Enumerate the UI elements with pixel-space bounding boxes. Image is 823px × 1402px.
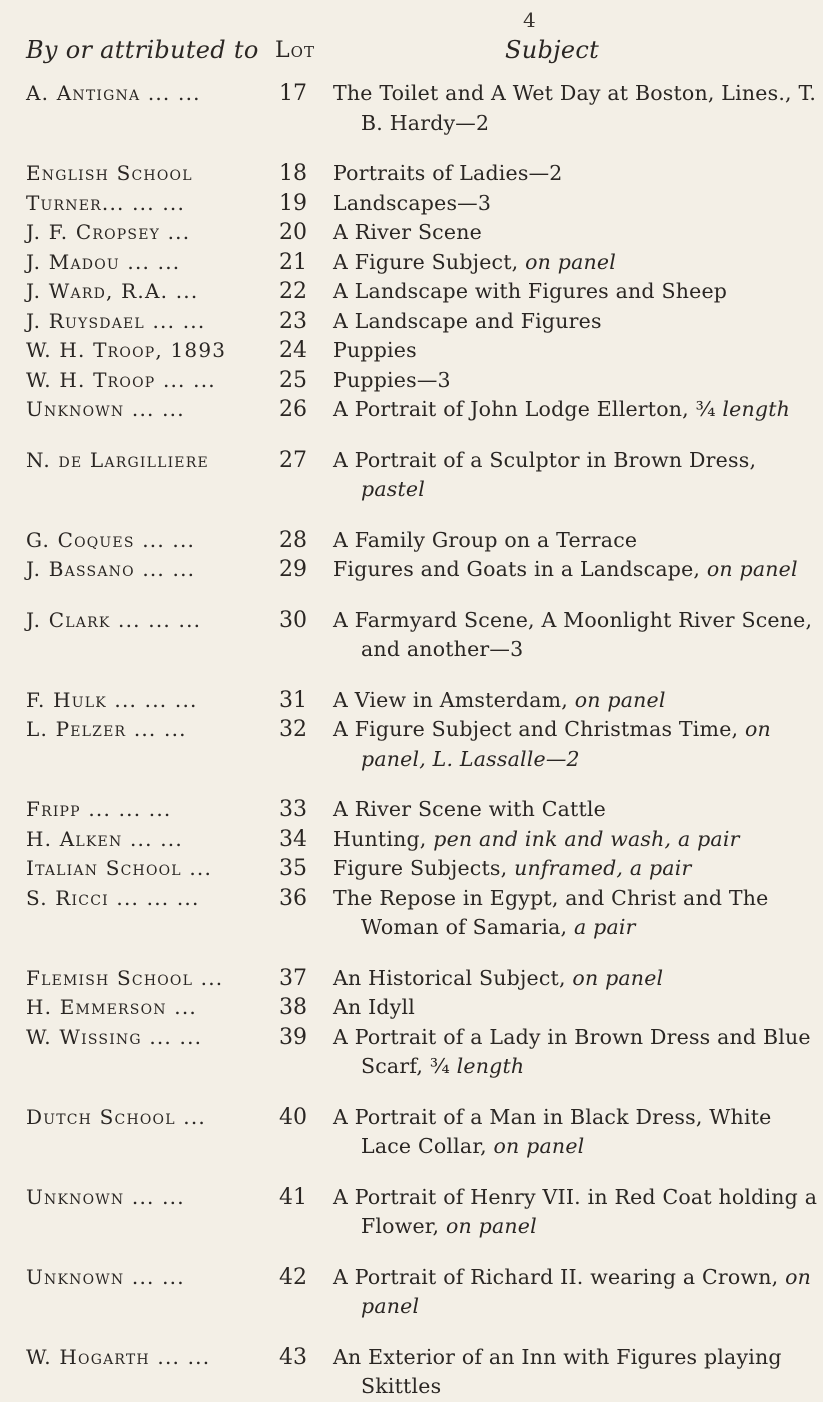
catalogue-entry xyxy=(0,686,801,716)
entry-subject-text: Figures and Goats in a Landscape, xyxy=(333,557,701,581)
catalogue-entry xyxy=(0,366,801,396)
entry-subject xyxy=(333,1183,823,1242)
catalogue-entry xyxy=(0,446,801,505)
entry-spacer xyxy=(0,1162,801,1183)
entry-subject-text: An Exterior of an Inn with Figures playing Skittles xyxy=(333,1344,782,1398)
entry-subject-note: pen and ink and wash, a pair xyxy=(433,826,740,851)
entry-subject-note: on panel xyxy=(361,1264,812,1318)
entry-lot-number: 22 xyxy=(279,279,307,304)
entry-lot-number: 30 xyxy=(279,607,307,633)
entry-artist: Unknown ... ... xyxy=(26,1264,185,1289)
entry-subject xyxy=(333,395,823,425)
entry-spacer xyxy=(0,138,801,159)
catalogue-entry xyxy=(0,606,813,665)
entry-subject-note: unframed, a pair xyxy=(514,856,692,880)
entry-artist: H. Emmerson ... xyxy=(26,995,197,1019)
entry-subject-text: A Figure Subject and Christmas Time, xyxy=(333,717,739,741)
catalogue-entry xyxy=(0,1103,801,1162)
entry-subject xyxy=(333,825,823,855)
entry-subject-text: A River Scene xyxy=(333,220,482,244)
entry-subject xyxy=(333,1343,823,1402)
catalogue-entry xyxy=(0,964,801,994)
entry-lot-number: 23 xyxy=(279,308,307,334)
entry-subject xyxy=(333,795,823,825)
column-header-row xyxy=(0,36,801,76)
entry-artist: W. H. Troop, 1893 xyxy=(26,338,227,362)
entry-subject-text: A Portrait of a Man in Black Dress, White Lace Collar, xyxy=(333,1104,772,1158)
entry-artist: S. Ricci ... ... ... xyxy=(26,885,200,910)
entry-subject-note: on panel xyxy=(706,557,798,581)
entry-subject-text: The Repose in Egypt, and Christ and The Woman of Samaria, xyxy=(333,885,769,939)
entry-subject xyxy=(333,1103,823,1162)
entry-lot-number: 35 xyxy=(279,856,307,881)
entry-lot-number: 41 xyxy=(279,1184,307,1210)
entry-lot-number: 31 xyxy=(279,687,307,713)
entry-lot-number: 18 xyxy=(279,161,307,186)
catalogue-entry xyxy=(0,336,801,366)
entry-subject xyxy=(333,159,823,189)
entry-spacer xyxy=(0,1082,801,1103)
entry-lot-number: 36 xyxy=(279,885,307,911)
entry-artist: Unknown ... ... xyxy=(26,1184,185,1209)
entry-subject-text: A Landscape and Figures xyxy=(333,308,602,333)
entry-artist: Dutch School ... xyxy=(26,1104,206,1129)
entry-spacer xyxy=(0,665,801,686)
catalogue-entry xyxy=(0,1023,811,1082)
entry-subject-text: An Historical Subject, xyxy=(333,965,566,990)
catalogue-entry xyxy=(0,218,801,248)
lot-column-header: Lot xyxy=(275,38,315,63)
entry-artist: N. de Largilliere xyxy=(26,447,209,472)
entry-subject xyxy=(333,555,823,585)
entry-subject-text: An Idyll xyxy=(333,995,416,1019)
catalogue-entry xyxy=(0,795,801,825)
entry-subject-text: Figure Subjects, xyxy=(333,856,508,880)
entry-artist: W. Hogarth ... ... xyxy=(26,1344,211,1369)
entry-subject-text: A Landscape with Figures and Sheep xyxy=(333,279,728,303)
entry-lot-number: 17 xyxy=(279,81,307,106)
catalogue-entry xyxy=(0,248,801,278)
entry-subject-text: A Portrait of Richard II. wearing a Crown, xyxy=(333,1264,779,1289)
entry-lot-number: 39 xyxy=(279,1024,307,1050)
entry-artist: W. H. Troop ... ... xyxy=(26,367,216,392)
entry-subject xyxy=(333,366,823,396)
subject-column-header: Subject xyxy=(505,36,600,64)
entry-lot-number: 37 xyxy=(279,965,307,991)
entry-lot-number: 21 xyxy=(279,249,307,275)
entry-subject xyxy=(333,854,823,884)
entry-subject xyxy=(333,446,823,505)
entry-artist: J. F. Cropsey ... xyxy=(26,220,191,244)
entry-artist: J. Clark ... ... ... xyxy=(26,607,202,632)
entry-lot-number: 28 xyxy=(279,527,307,553)
entry-subject-note: on panel xyxy=(493,1134,585,1158)
entry-artist: Fripp ... ... ... xyxy=(26,797,172,821)
entry-lot-number: 38 xyxy=(279,995,307,1020)
entry-artist: H. Alken ... ... xyxy=(26,826,183,851)
entry-artist: F. Hulk ... ... ... xyxy=(26,687,198,712)
entry-subject-text: A Figure Subject, xyxy=(333,249,519,274)
entry-subject-note: on panel xyxy=(525,249,616,274)
entry-subject-text: The Toilet and A Wet Day at Boston, Lines., T. B. Hardy—2 xyxy=(333,81,817,135)
entry-subject xyxy=(333,715,823,774)
entry-spacer xyxy=(0,1242,801,1263)
entry-subject xyxy=(333,606,823,665)
entry-artist: W. Wissing ... ... xyxy=(26,1024,203,1049)
catalogue-entry xyxy=(0,715,801,774)
entry-subject-note: on panel xyxy=(572,965,664,990)
entry-artist: Flemish School ... xyxy=(26,965,224,990)
entry-lot-number: 40 xyxy=(279,1104,307,1130)
catalogue-entry xyxy=(0,884,801,943)
entry-spacer xyxy=(0,585,801,606)
page-number: 4 xyxy=(523,8,536,32)
entry-lot-number: 27 xyxy=(279,447,307,473)
catalogue-entry xyxy=(0,555,801,585)
entry-subject xyxy=(333,1023,823,1082)
entry-artist: J. Madou ... ... xyxy=(26,249,181,274)
entry-subject xyxy=(333,526,823,556)
entry-subject-note: on panel xyxy=(574,687,666,712)
entry-artist: Unknown ... ... xyxy=(26,397,185,421)
entry-subject-note: length xyxy=(722,397,791,421)
entry-lot-number: 25 xyxy=(279,367,307,393)
catalogue-list xyxy=(0,79,818,1402)
entry-subject-text: A River Scene with Cattle xyxy=(333,797,606,821)
entry-subject xyxy=(333,964,823,994)
entry-subject-text: Portraits of Ladies—2 xyxy=(333,161,563,185)
entry-subject-note: on panel xyxy=(445,1214,537,1238)
entry-subject-text: A Portrait of a Sculptor in Brown Dress, xyxy=(333,447,757,472)
entry-subject xyxy=(333,79,823,138)
entry-lot-number: 34 xyxy=(279,826,307,852)
entry-spacer xyxy=(0,425,801,446)
entry-artist: A. Antigna ... ... xyxy=(26,81,201,105)
entry-spacer xyxy=(0,774,801,795)
entry-subject xyxy=(333,686,823,716)
entry-subject-note: a pair xyxy=(574,915,636,939)
entry-subject-text: Hunting, xyxy=(333,826,427,851)
entry-spacer xyxy=(0,1322,801,1343)
entry-artist: J. Bassano ... ... xyxy=(26,557,196,581)
entry-subject-text: A Portrait of a Lady in Brown Dress and Blue Scarf, ¾ xyxy=(333,1024,811,1078)
entry-subject xyxy=(333,218,823,248)
entry-subject xyxy=(333,277,823,307)
catalogue-entry xyxy=(0,277,801,307)
entry-lot-number: 29 xyxy=(279,557,307,582)
catalogue-entry xyxy=(0,1183,818,1242)
entry-lot-number: 20 xyxy=(279,220,307,245)
catalogue-entry xyxy=(0,159,801,189)
catalogue-entry xyxy=(0,395,801,425)
entry-subject xyxy=(333,336,823,366)
entry-subject-note: length xyxy=(456,1054,525,1078)
catalogue-entry xyxy=(0,854,801,884)
entry-subject xyxy=(333,993,823,1023)
entry-spacer xyxy=(0,943,801,964)
entry-artist: G. Coques ... ... xyxy=(26,527,196,552)
entry-artist: J. Ward, R.A. ... xyxy=(26,279,199,303)
artist-column-header: By or attributed to xyxy=(26,36,259,64)
entry-subject-note: on panel, L. Lassalle—2 xyxy=(361,717,771,771)
entry-subject xyxy=(333,189,823,219)
entry-subject-text: Landscapes—3 xyxy=(333,190,492,215)
entry-lot-number: 43 xyxy=(279,1344,307,1370)
entry-lot-number: 42 xyxy=(279,1264,307,1290)
entry-subject-text: Puppies—3 xyxy=(333,367,451,392)
entry-subject-note: pastel xyxy=(361,477,425,501)
entry-spacer xyxy=(0,505,801,526)
entry-subject xyxy=(333,248,823,278)
entry-artist: J. Ruysdael ... ... xyxy=(26,308,206,333)
entry-lot-number: 19 xyxy=(279,190,307,216)
entry-artist: L. Pelzer ... ... xyxy=(26,717,187,741)
catalogue-entry xyxy=(0,1343,801,1402)
entry-subject xyxy=(333,307,823,337)
catalogue-entry xyxy=(0,993,801,1023)
catalogue-entry xyxy=(0,825,801,855)
entry-subject-text: A Portrait of Henry VII. in Red Coat holding a Flower, xyxy=(333,1184,818,1238)
catalogue-entry xyxy=(0,307,801,337)
entry-lot-number: 26 xyxy=(279,397,307,422)
catalogue-entry xyxy=(0,526,801,556)
entry-subject xyxy=(333,1263,823,1322)
entry-subject-text: A Family Group on a Terrace xyxy=(333,527,638,552)
entry-subject xyxy=(333,884,823,943)
entry-subject-text: A View in Amsterdam, xyxy=(333,687,569,712)
entry-lot-number: 33 xyxy=(279,797,307,822)
catalogue-entry xyxy=(0,79,817,138)
entry-artist: English School xyxy=(26,161,193,185)
entry-lot-number: 32 xyxy=(279,717,307,742)
entry-artist: Italian School ... xyxy=(26,856,213,880)
entry-artist: Turner... ... ... xyxy=(26,190,186,215)
entry-lot-number: 24 xyxy=(279,338,307,363)
entry-subject-text: Puppies xyxy=(333,338,417,362)
entry-subject-text: A Portrait of John Lodge Ellerton, ¾ xyxy=(333,397,716,421)
catalogue-entry xyxy=(0,1263,812,1322)
entry-subject-text: A Farmyard Scene, A Moonlight River Scene, and another—3 xyxy=(333,607,813,661)
catalogue-entry xyxy=(0,189,801,219)
